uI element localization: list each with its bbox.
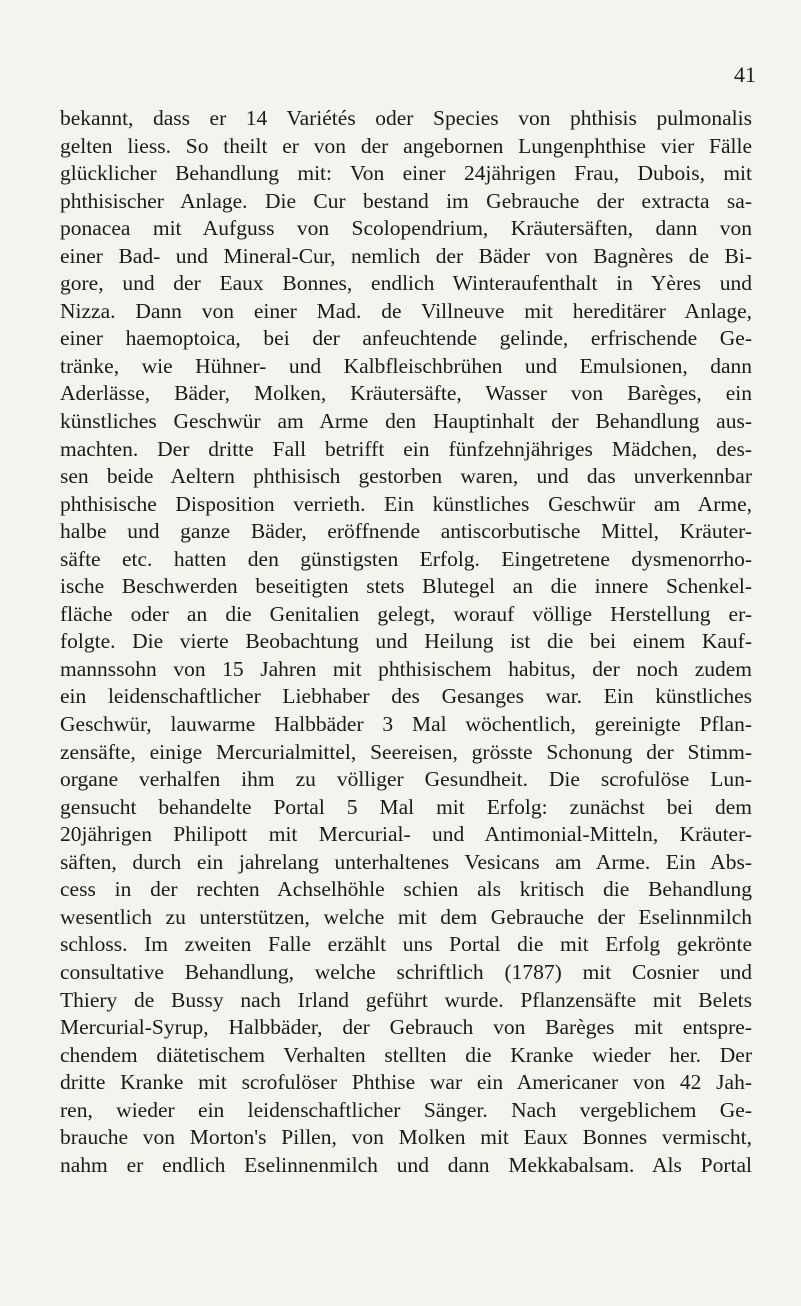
text-line: glücklicher Behandlung mit: Von einer 24jährigen Frau, Dubois, mit — [60, 161, 752, 186]
text-line: Thiery de Bussy nach Irland geführt wurde. Pflanzensäfte mit Belets — [60, 987, 752, 1012]
text-line: cess in der rechten Achselhöhle schien als kritisch die Behandlung — [60, 877, 752, 902]
text-line: künstliches Geschwür am Arme den Hauptinhalt der Behandlung aus- — [60, 409, 752, 434]
text-line: einer haemoptoica, bei der anfeuchtende gelinde, erfrischende Ge- — [60, 326, 752, 351]
body-text — [60, 105, 752, 1179]
text-line: mannssohn von 15 Jahren mit phthisischem habitus, der noch zudem — [60, 656, 752, 681]
text-line: zensäfte, einige Mercurialmittel, Seereisen, grösste Schonung der Stimm- — [60, 739, 752, 764]
text-line: ische Beschwerden beseitigten stets Blutegel an die innere Schenkel- — [60, 574, 752, 599]
text-line: gensucht behandelte Portal 5 Mal mit Erfolg: zunächst bei dem — [60, 794, 752, 819]
text-line: nahm er endlich Eselinnenmilch und dann Mekkabalsam. Als Portal — [60, 1152, 752, 1177]
text-line: ponacea mit Aufguss von Scolopendrium, Kräutersäften, dann von — [60, 216, 752, 241]
text-line: schloss. Im zweiten Falle erzählt uns Portal die mit Erfolg gekrönte — [60, 932, 752, 957]
text-line: ren, wieder ein leidenschaftlicher Sänger. Nach vergeblichem Ge- — [60, 1097, 752, 1122]
text-line: fläche oder an die Genitalien gelegt, worauf völlige Herstellung er- — [60, 601, 752, 626]
text-line: machten. Der dritte Fall betrifft ein fünfzehnjähriges Mädchen, des- — [60, 436, 752, 461]
text-line: phthisischer Anlage. Die Cur bestand im Gebrauche der extracta sa- — [60, 188, 752, 213]
text-line: halbe und ganze Bäder, eröffnende antiscorbutische Mittel, Kräuter- — [60, 519, 752, 544]
text-line: brauche von Morton's Pillen, von Molken mit Eaux Bonnes vermischt, — [60, 1125, 752, 1150]
text-line: chendem diätetischem Verhalten stellten die Kranke wieder her. Der — [60, 1042, 752, 1067]
text-line: 20jährigen Philipott mit Mercurial- und Antimonial-Mitteln, Kräuter- — [60, 822, 752, 847]
text-line: tränke, wie Hühner- und Kalbfleischbrühen und Emulsionen, dann — [60, 353, 752, 378]
text-line: dritte Kranke mit scrofulöser Phthise war ein Americaner von 42 Jah- — [60, 1070, 752, 1095]
text-line: gore, und der Eaux Bonnes, endlich Winteraufenthalt in Yères und — [60, 271, 752, 296]
text-line: Aderlässe, Bäder, Molken, Kräutersäfte, Wasser von Barèges, ein — [60, 381, 752, 406]
text-line: säften, durch ein jahrelang unterhaltenes Vesicans am Arme. Ein Abs- — [60, 849, 752, 874]
text-line: einer Bad- und Mineral-Cur, nemlich der Bäder von Bagnères de Bi- — [60, 243, 752, 268]
text-line: bekannt, dass er 14 Variétés oder Species von phthisis pulmonalis — [60, 106, 752, 130]
text-line: ein leidenschaftlicher Liebhaber des Gesanges war. Ein künstliches — [60, 684, 752, 709]
text-line: Geschwür, lauwarme Halbbäder 3 Mal wöchentlich, gereinigte Pflan- — [60, 712, 752, 737]
text-line: wesentlich zu unterstützen, welche mit dem Gebrauche der Eselinnmilch — [60, 904, 752, 929]
text-line: consultative Behandlung, welche schriftlich (1787) mit Cosnier und — [60, 959, 752, 984]
text-line: folgte. Die vierte Beobachtung und Heilung ist die bei einem Kauf- — [60, 629, 752, 654]
text-line: Nizza. Dann von einer Mad. de Villneuve mit hereditärer Anlage, — [60, 298, 752, 323]
text-line: säfte etc. hatten den günstigsten Erfolg. Eingetretene dysmenorrho- — [60, 546, 752, 571]
text-line: phthisische Disposition verrieth. Ein künstliches Geschwür am Arme, — [60, 491, 752, 516]
text-line: sen beide Aeltern phthisisch gestorben waren, und das unverkennbar — [60, 464, 752, 489]
page-number: 41 — [734, 62, 756, 87]
text-line: Mercurial-Syrup, Halbbäder, der Gebrauch von Barèges mit entspre- — [60, 1015, 752, 1040]
text-line: gelten liess. So theilt er von der angebornen Lungenphthise vier Fälle — [60, 133, 752, 158]
text-line: organe verhalfen ihm zu völliger Gesundheit. Die scrofulöse Lun- — [60, 767, 752, 792]
